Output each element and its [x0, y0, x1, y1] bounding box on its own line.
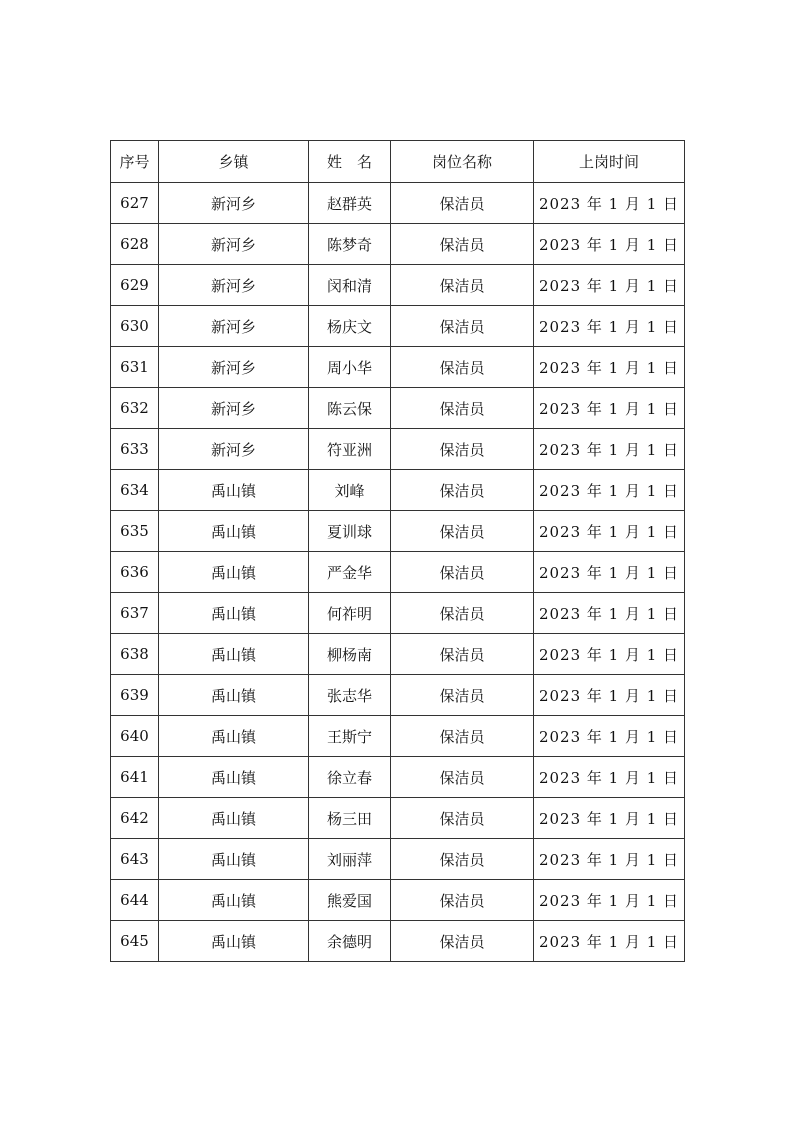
cell-town: 禹山镇	[159, 921, 309, 962]
cell-start-date: 2023 年 1 月 1 日	[534, 388, 685, 429]
cell-start-date: 2023 年 1 月 1 日	[534, 839, 685, 880]
cell-town: 禹山镇	[159, 880, 309, 921]
table-row	[111, 306, 685, 347]
header-start-date: 上岗时间	[534, 141, 685, 183]
cell-position: 保洁员	[391, 552, 534, 593]
cell-position: 保洁员	[391, 306, 534, 347]
cell-name: 陈梦奇	[309, 224, 391, 265]
cell-town: 新河乡	[159, 224, 309, 265]
table-row	[111, 798, 685, 839]
cell-name: 王斯宁	[309, 716, 391, 757]
header-name: 姓 名	[309, 141, 391, 183]
table-row	[111, 388, 685, 429]
cell-index: 643	[111, 839, 159, 880]
cell-name: 周小华	[309, 347, 391, 388]
cell-position: 保洁员	[391, 798, 534, 839]
cell-name: 杨庆文	[309, 306, 391, 347]
cell-town: 新河乡	[159, 265, 309, 306]
cell-index: 632	[111, 388, 159, 429]
table-row	[111, 757, 685, 798]
cell-position: 保洁员	[391, 265, 534, 306]
header-index: 序号	[111, 141, 159, 183]
cell-town: 禹山镇	[159, 716, 309, 757]
cell-start-date: 2023 年 1 月 1 日	[534, 347, 685, 388]
cell-name: 赵群英	[309, 183, 391, 224]
cell-name: 余德明	[309, 921, 391, 962]
table-row	[111, 675, 685, 716]
cell-start-date: 2023 年 1 月 1 日	[534, 880, 685, 921]
table-row	[111, 921, 685, 962]
cell-name: 柳杨南	[309, 634, 391, 675]
cell-index: 633	[111, 429, 159, 470]
cell-start-date: 2023 年 1 月 1 日	[534, 306, 685, 347]
table-row	[111, 716, 685, 757]
cell-name: 符亚洲	[309, 429, 391, 470]
cell-position: 保洁员	[391, 921, 534, 962]
cell-town: 新河乡	[159, 306, 309, 347]
cell-position: 保洁员	[391, 675, 534, 716]
cell-position: 保洁员	[391, 716, 534, 757]
cell-position: 保洁员	[391, 388, 534, 429]
table-row	[111, 224, 685, 265]
cell-name: 闵和清	[309, 265, 391, 306]
cell-town: 新河乡	[159, 429, 309, 470]
cell-town: 禹山镇	[159, 593, 309, 634]
cell-index: 640	[111, 716, 159, 757]
cell-name: 何祚明	[309, 593, 391, 634]
cell-position: 保洁员	[391, 183, 534, 224]
cell-town: 新河乡	[159, 388, 309, 429]
cell-start-date: 2023 年 1 月 1 日	[534, 265, 685, 306]
table-row	[111, 634, 685, 675]
cell-name: 张志华	[309, 675, 391, 716]
table-row	[111, 552, 685, 593]
cell-town: 禹山镇	[159, 470, 309, 511]
cell-start-date: 2023 年 1 月 1 日	[534, 675, 685, 716]
cell-name: 严金华	[309, 552, 391, 593]
cell-position: 保洁员	[391, 511, 534, 552]
table-row	[111, 265, 685, 306]
cell-index: 639	[111, 675, 159, 716]
cell-name: 杨三田	[309, 798, 391, 839]
table-row	[111, 429, 685, 470]
cell-name: 徐立春	[309, 757, 391, 798]
cell-index: 635	[111, 511, 159, 552]
cell-name: 刘丽萍	[309, 839, 391, 880]
cell-position: 保洁员	[391, 429, 534, 470]
cell-position: 保洁员	[391, 839, 534, 880]
cell-position: 保洁员	[391, 224, 534, 265]
cell-start-date: 2023 年 1 月 1 日	[534, 429, 685, 470]
cell-index: 628	[111, 224, 159, 265]
staff-table	[110, 140, 685, 962]
cell-start-date: 2023 年 1 月 1 日	[534, 634, 685, 675]
cell-index: 630	[111, 306, 159, 347]
cell-position: 保洁员	[391, 634, 534, 675]
cell-name: 陈云保	[309, 388, 391, 429]
table-row	[111, 593, 685, 634]
cell-start-date: 2023 年 1 月 1 日	[534, 593, 685, 634]
table-header-row	[111, 141, 685, 183]
cell-town: 禹山镇	[159, 839, 309, 880]
cell-start-date: 2023 年 1 月 1 日	[534, 921, 685, 962]
cell-index: 645	[111, 921, 159, 962]
header-position: 岗位名称	[391, 141, 534, 183]
cell-name: 刘峰	[309, 470, 391, 511]
cell-name: 夏训球	[309, 511, 391, 552]
table-row	[111, 880, 685, 921]
cell-town: 禹山镇	[159, 552, 309, 593]
cell-start-date: 2023 年 1 月 1 日	[534, 470, 685, 511]
cell-start-date: 2023 年 1 月 1 日	[534, 224, 685, 265]
cell-index: 644	[111, 880, 159, 921]
cell-start-date: 2023 年 1 月 1 日	[534, 511, 685, 552]
cell-start-date: 2023 年 1 月 1 日	[534, 183, 685, 224]
cell-town: 新河乡	[159, 347, 309, 388]
cell-position: 保洁员	[391, 593, 534, 634]
cell-town: 禹山镇	[159, 675, 309, 716]
cell-index: 627	[111, 183, 159, 224]
cell-index: 638	[111, 634, 159, 675]
cell-start-date: 2023 年 1 月 1 日	[534, 716, 685, 757]
cell-index: 637	[111, 593, 159, 634]
cell-start-date: 2023 年 1 月 1 日	[534, 798, 685, 839]
cell-index: 629	[111, 265, 159, 306]
table-row	[111, 470, 685, 511]
cell-start-date: 2023 年 1 月 1 日	[534, 757, 685, 798]
cell-index: 641	[111, 757, 159, 798]
cell-position: 保洁员	[391, 347, 534, 388]
cell-town: 禹山镇	[159, 511, 309, 552]
cell-index: 642	[111, 798, 159, 839]
table-row	[111, 839, 685, 880]
header-town: 乡镇	[159, 141, 309, 183]
cell-index: 636	[111, 552, 159, 593]
cell-town: 禹山镇	[159, 634, 309, 675]
cell-position: 保洁员	[391, 880, 534, 921]
cell-position: 保洁员	[391, 470, 534, 511]
cell-town: 禹山镇	[159, 798, 309, 839]
table-row	[111, 511, 685, 552]
cell-town: 新河乡	[159, 183, 309, 224]
cell-index: 634	[111, 470, 159, 511]
cell-position: 保洁员	[391, 757, 534, 798]
cell-name: 熊爱国	[309, 880, 391, 921]
cell-index: 631	[111, 347, 159, 388]
table-row	[111, 347, 685, 388]
cell-town: 禹山镇	[159, 757, 309, 798]
table-row	[111, 183, 685, 224]
cell-start-date: 2023 年 1 月 1 日	[534, 552, 685, 593]
